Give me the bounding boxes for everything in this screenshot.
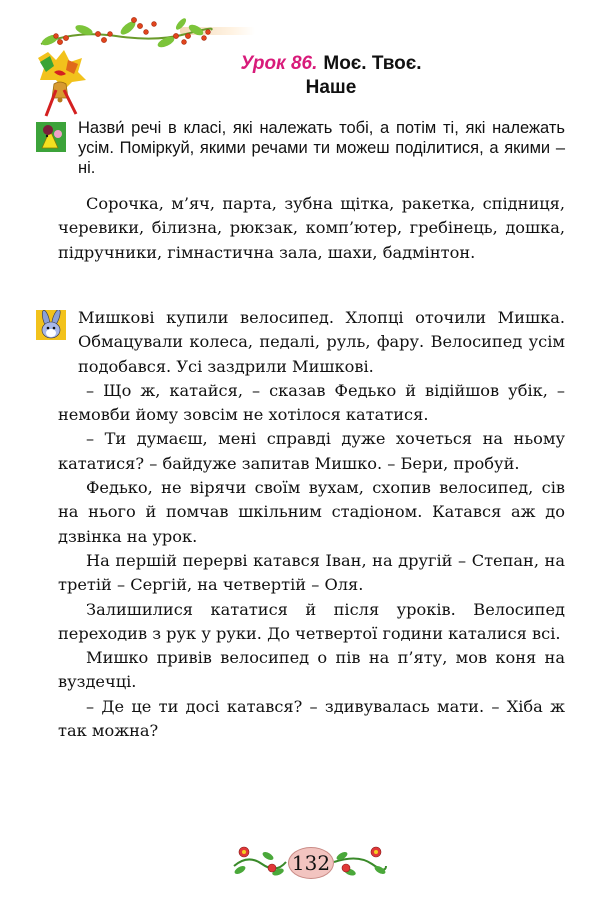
task-instruction	[78, 118, 565, 178]
page-number: 132	[288, 847, 334, 879]
story-paragraph: – Що ж, катайся, – сказав Федько й відійшов убік, – немовби йому зовсім не хотілося кататися.	[58, 380, 565, 425]
autumn-bell-bouquet-icon	[34, 50, 88, 122]
story-paragraph: Федько, не вірячи своїм вухам, схопив велосипед, сів на нього й помчав шкільним стадіоном. Катався аж до дзвінка на урок.	[58, 478, 565, 546]
bell-character-icon	[36, 122, 66, 152]
story-paragraph: Мишко привів велосипед о пів на п’яту, мов коня на вуздечці.	[58, 648, 565, 692]
rowan-garland-icon	[36, 12, 261, 50]
story-paragraph: – Де це ти досі катався? – здивувалась мати. – Хіба ж так можна?	[58, 696, 565, 741]
story-paragraph: Залишилися кататися й після уроків. Велосипед переходив з рук у руки. До четвертої години каталися всі.	[58, 599, 565, 643]
title-line-1: Моє. Твоє.	[323, 53, 422, 74]
story-paragraph: На першій перерві катався Іван, на другій – Степан, на третій – Сергій, на четвертій – Оля.	[58, 550, 565, 595]
words-list	[58, 192, 565, 265]
story-paragraph: Мишкові купили велосипед. Хлопці оточили Мишка. Обмацували колеса, педалі, руль, фару. Велосипед усім подобався. Усі заздрили Мишкові.	[78, 308, 565, 376]
story-text	[58, 306, 565, 743]
lesson-number: Урок 86.	[240, 53, 318, 74]
title-line-2: Наше	[305, 77, 357, 98]
task-text: Назви́ речі в класі, які належать тобі, а потім ті, які належать усім. Поміркуй, якими речами ти можеш поділитися, а якими – ні.	[78, 119, 565, 177]
story-paragraph: – Ти думаєш, мені справді дуже хочеться на ньому кататися? – байдуже запитав Мишко. – Бери, пробуй.	[58, 429, 565, 473]
words-list-text: Сорочка, м’яч, парта, зубна щітка, ракетка, спідниця, черевики, білизна, рюкзак, комп’ютер, гребінець, дошка, підручники, гімнастична зала, шахи, бадмінтон.	[58, 194, 565, 262]
lesson-title	[196, 52, 466, 100]
page-footer	[228, 840, 392, 884]
